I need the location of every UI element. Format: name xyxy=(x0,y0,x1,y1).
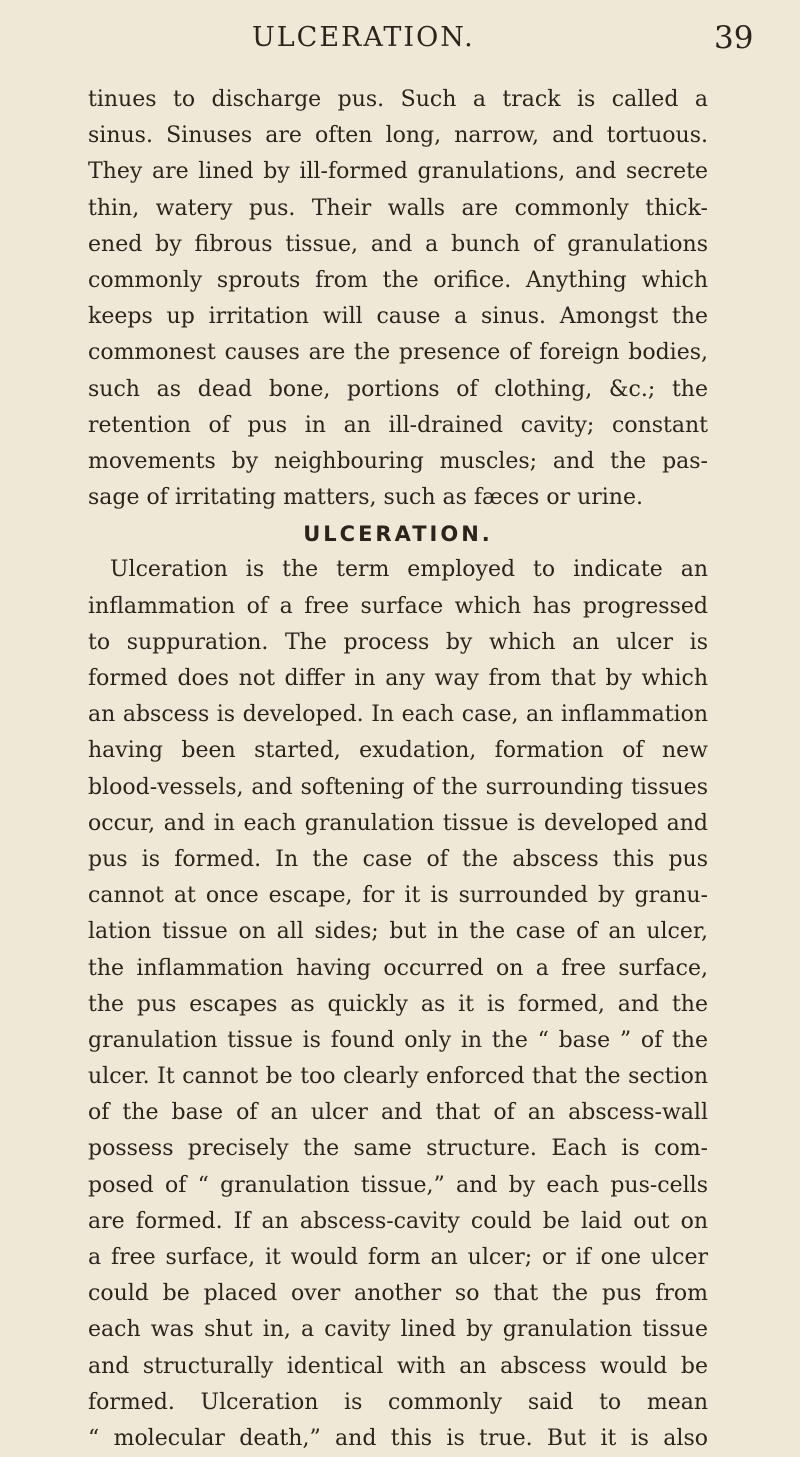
text-line: thin, watery pus. Their walls are commonly thick- xyxy=(88,195,708,221)
text-line: retention of pus in an ill-drained cavity; constant xyxy=(88,412,708,438)
running-title: ULCERATION. xyxy=(252,22,475,53)
text-line: granulation tissue is found only in the “ base ” of the xyxy=(88,1027,708,1053)
text-line: such as dead bone, portions of clothing, &c.; the xyxy=(88,376,708,402)
page-number: 39 xyxy=(714,20,754,56)
text-line: an abscess is developed. In each case, an inflammation xyxy=(88,702,708,728)
body-text xyxy=(88,82,708,1457)
text-line: of the base of an ulcer and that of an abscess-wall xyxy=(88,1100,708,1126)
text-line: having been started, exudation, formation of new xyxy=(88,738,708,764)
running-head xyxy=(0,14,800,64)
text-line: sage of irritating matters, such as fæces or urine. xyxy=(88,485,643,511)
text-line: inflammation of a free surface which has progressed xyxy=(88,593,708,619)
text-line: are formed. If an abscess-cavity could be laid out on xyxy=(88,1208,708,1234)
text-line: They are lined by ill-formed granulations, and secrete xyxy=(88,159,708,185)
paragraph-ulceration xyxy=(88,552,708,1457)
text-line: the inflammation having occurred on a free surface, xyxy=(88,955,708,981)
text-line: occur, and in each granulation tissue is developed and xyxy=(88,810,708,836)
text-line: posed of “ granulation tissue,” and by each pus-cells xyxy=(88,1172,708,1198)
text-line: keeps up irritation will cause a sinus. Amongst the xyxy=(88,304,708,330)
text-line: ened by fibrous tissue, and a bunch of granulations xyxy=(88,231,708,257)
text-line: a free surface, it would form an ulcer; or if one ulcer xyxy=(88,1245,708,1270)
text-line: sinus. Sinuses are often long, narrow, and tortuous. xyxy=(88,123,708,149)
text-line: to suppuration. The process by which an ulcer is xyxy=(88,629,708,655)
text-line: the pus escapes as quickly as it is formed, and the xyxy=(88,991,708,1017)
text-line: ulcer. It cannot be too clearly enforced that the section xyxy=(88,1064,708,1090)
text-line: Ulceration is the term employed to indicate an xyxy=(110,557,708,583)
text-line: movements by neighbouring muscles; and the pas- xyxy=(88,448,708,474)
text-line: blood-vessels, and softening of the surrounding tissues xyxy=(88,774,708,800)
text-line: each was shut in, a cavity lined by granulation tissue xyxy=(88,1317,708,1343)
text-line: commonly sprouts from the orifice. Anything which xyxy=(88,267,708,293)
section-heading: ULCERATION. xyxy=(303,522,493,547)
text-line: formed. Ulceration is commonly said to mean xyxy=(88,1389,708,1415)
text-line: cannot at once escape, for it is surrounded by granu- xyxy=(88,883,708,909)
text-line: possess precisely the same structure. Each is com- xyxy=(88,1136,708,1162)
text-line: pus is formed. In the case of the abscess this pus xyxy=(88,846,708,872)
text-line: “ molecular death,” and this is true. But it is also xyxy=(88,1425,708,1451)
paragraph-sinus xyxy=(88,82,708,516)
text-line: formed does not differ in any way from that by which xyxy=(88,666,708,691)
text-line: commonest causes are the presence of foreign bodies, xyxy=(88,340,708,366)
text-line: tinues to discharge pus. Such a track is called a xyxy=(88,87,708,112)
text-line: and structurally identical with an abscess would be xyxy=(88,1353,708,1379)
text-line: could be placed over another so that the pus from xyxy=(88,1281,708,1307)
text-line: lation tissue on all sides; but in the case of an ulcer, xyxy=(88,919,708,945)
